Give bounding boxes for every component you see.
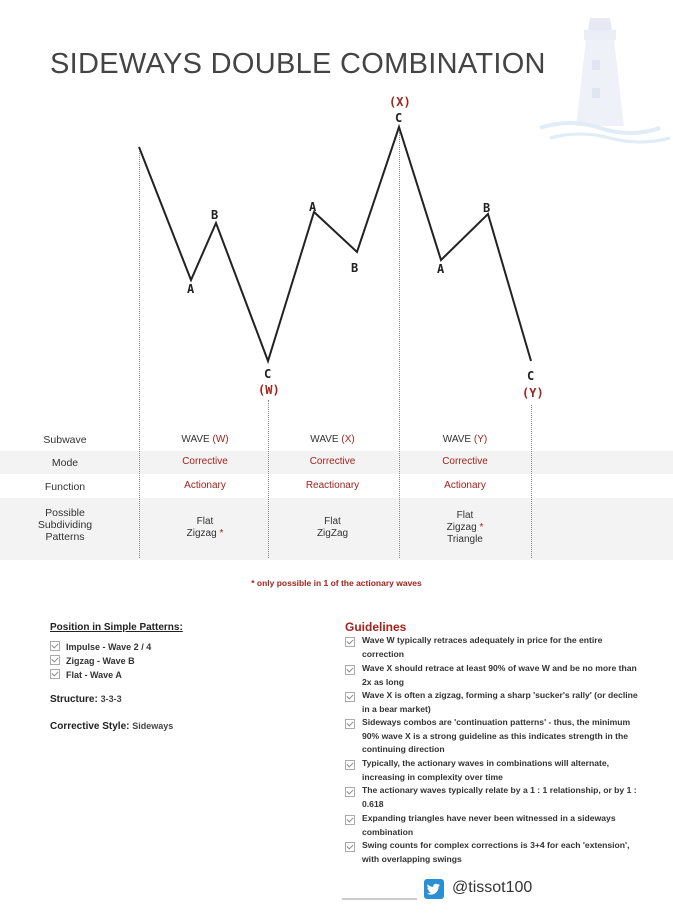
wave-w-header: WAVE (W) bbox=[181, 434, 229, 445]
checkbox-icon bbox=[50, 641, 60, 651]
page-title: SIDEWAYS DOUBLE COMBINATION bbox=[50, 48, 546, 80]
guideline-item: Swing counts for complex corrections is 3+4 for each 'extension', with overlapping swings bbox=[345, 839, 645, 866]
position-item: Zigzag - Wave B bbox=[50, 655, 135, 666]
mode-row bbox=[0, 451, 673, 474]
patterns-row bbox=[0, 498, 673, 560]
subwave-row bbox=[0, 430, 673, 450]
checkbox-icon bbox=[50, 655, 60, 665]
guideline-item: Wave X is often a zigzag, forming a sharp 'sucker's rally' (or decline in a bear market) bbox=[345, 689, 645, 716]
wave-y-mode: Corrective bbox=[442, 456, 488, 467]
corrective-style-line: Corrective Style: Sideways bbox=[50, 721, 174, 732]
wave-w-mode: Corrective bbox=[182, 456, 228, 467]
wave-divider bbox=[139, 150, 140, 558]
guideline-item: Wave W typically retraces adequately in price for the entire correction bbox=[345, 634, 645, 661]
x-wave-label: (X) bbox=[389, 95, 411, 109]
w-wave-label: (W) bbox=[258, 383, 280, 397]
y-c-label: C bbox=[527, 369, 535, 383]
structure-line: Structure: 3-3-3 bbox=[50, 694, 122, 705]
guideline-item: Expanding triangles have never been witnessed in a sideways combination bbox=[345, 812, 645, 839]
wave-y-header: WAVE (Y) bbox=[442, 434, 488, 445]
checkbox-icon bbox=[50, 669, 60, 679]
checkbox-icon bbox=[345, 815, 355, 825]
wave-divider bbox=[399, 132, 400, 558]
y-wave-label: (Y) bbox=[522, 386, 544, 400]
function-row bbox=[0, 475, 673, 497]
wave-y-function: Actionary bbox=[444, 480, 486, 491]
checkbox-icon bbox=[345, 787, 355, 797]
wave-y-patterns: Flat Zigzag * Triangle bbox=[446, 510, 484, 545]
w-c-label: C bbox=[264, 367, 272, 381]
guideline-item: Sideways combos are 'continuation patterns' - thus, the minimum 90% wave X is a strong guideline as this indicates strength in the continuing direction bbox=[345, 716, 645, 757]
wave-x-function: Reactionary bbox=[305, 480, 360, 491]
w-a-label: A bbox=[187, 282, 195, 296]
wave-divider bbox=[268, 400, 269, 558]
guideline-item: The actionary waves typically relate by a 1 : 1 relationship, or by 1 : 0.618 bbox=[345, 784, 645, 811]
guideline-item: Typically, the actionary waves in combinations will alternate, increasing in complexity over time bbox=[345, 757, 645, 784]
position-title: Position in Simple Patterns: bbox=[50, 622, 183, 633]
checkbox-icon bbox=[345, 842, 355, 852]
wave-x-header: WAVE (X) bbox=[310, 434, 355, 445]
w-b-label: B bbox=[211, 208, 219, 222]
x-c-label: C bbox=[395, 111, 403, 125]
checkbox-icon bbox=[345, 637, 355, 647]
subwave-label: Subwave bbox=[43, 434, 87, 446]
function-label: Function bbox=[44, 481, 86, 493]
x-a-label: A bbox=[309, 200, 317, 214]
y-a-label: A bbox=[437, 262, 445, 276]
checkbox-icon bbox=[345, 692, 355, 702]
guidelines-title: Guidelines bbox=[345, 620, 407, 634]
checkbox-icon bbox=[345, 665, 355, 675]
wave-x-mode: Corrective bbox=[309, 456, 356, 467]
wave-divider bbox=[531, 405, 532, 558]
position-item: Impulse - Wave 2 / 4 bbox=[50, 641, 151, 652]
position-item: Flat - Wave A bbox=[50, 669, 122, 680]
wave-path bbox=[139, 127, 531, 361]
wave-x-patterns: Flat ZigZag bbox=[316, 516, 349, 539]
wave-w-function: Actionary bbox=[184, 480, 226, 491]
checkbox-icon bbox=[345, 760, 355, 770]
x-b-label: B bbox=[351, 261, 359, 275]
checkbox-icon bbox=[345, 719, 355, 729]
mode-label: Mode bbox=[51, 457, 79, 469]
guideline-item: Wave X should retrace at least 90% of wave W and be no more than 2x as long bbox=[345, 662, 645, 689]
wave-diagram bbox=[0, 0, 673, 420]
y-b-label: B bbox=[483, 201, 491, 215]
twitter-icon[interactable] bbox=[424, 879, 444, 899]
footnote: * only possible in 1 of the actionary waves bbox=[251, 578, 422, 588]
wave-w-patterns: Flat Zigzag * bbox=[186, 516, 224, 539]
patterns-label: Possible Subdividing Patterns bbox=[37, 507, 93, 543]
twitter-handle[interactable]: @tissot100 bbox=[452, 879, 533, 896]
footer-divider bbox=[342, 898, 417, 900]
